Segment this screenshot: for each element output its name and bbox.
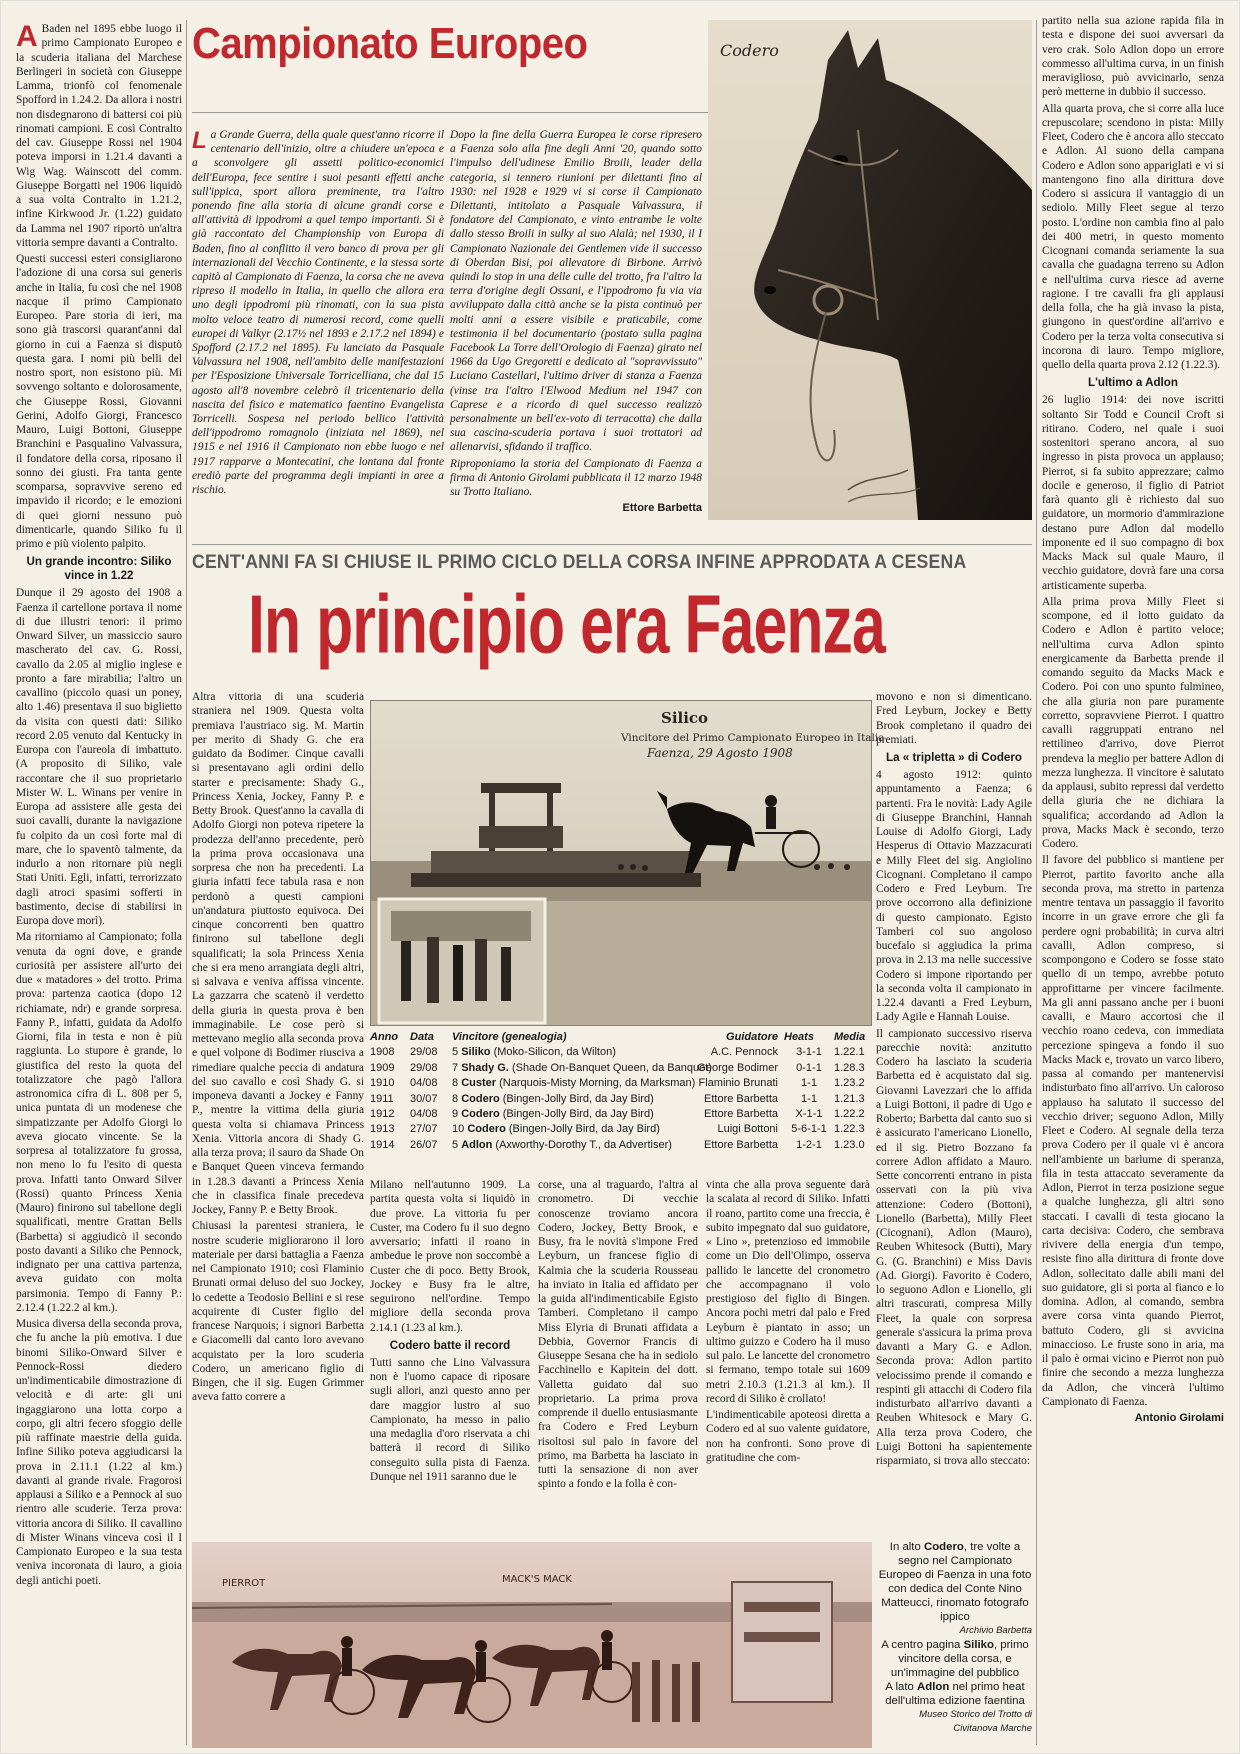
cell-date: 27/07 (410, 1123, 438, 1136)
left-column (16, 22, 182, 1750)
top-horse-photo (708, 20, 1032, 520)
intro-b-p2: Riproponiamo la storia del Campionato di Faenza a firma di Antonio Girolami pubblicata il 12 marzo 1948 su Trotto Italiano. (450, 457, 702, 499)
cell-driver: George Bodimer (697, 1061, 778, 1074)
b3-text: vinta che alla prova seguente darà la scalata al record di Siliko. Infatti il roano, partito come una freccia, è subito impegnato dal suo guidatore, « Lino », pretenzioso ed immobile come un Dio dell'Olimpo, osserva pallido le lancette del cronometro che accompagnano il volo prestigioso del figlio di Bingen. Ancora pochi metri dal palo e Fred Leyburn è piantato in asso; un ultimo guizzo e Codero ha il muso sul palo. Le lancette del cronometro si fermano, tempo totale sui 1609 metri 2.10.3 (1.21.3 al km.). Il record di Siliko è crollato! (706, 1179, 870, 1405)
cell-date: 04/08 (410, 1077, 438, 1090)
far-right-column (1042, 14, 1224, 1750)
cell-year: 1910 (370, 1077, 395, 1090)
winner-name: Codero (461, 1108, 500, 1121)
winner-genealogy: (Bingen-Jolly Bird, da Jay Bird) (502, 1108, 654, 1121)
label-pierrot: PIERROT (222, 1578, 266, 1589)
rm-subheading: La « tripletta » di Codero (886, 751, 1022, 764)
cell-winner (452, 1092, 664, 1107)
cell-winner (452, 1061, 712, 1076)
table-row (370, 1076, 870, 1091)
ml-text: Altra vittoria di una scuderia straniera nel 1909. Questa volta premiava l'austriaco sig. M. Martin per merito di Shady G. che era guidato da Bodimer. Cinque cavalli si presentavano agli ordini dello starter e precisamente: Shady G., Princess Xenia, Jockey, Fanny P. e Betty Brook. Quest'anno la cavalla di Adolfo Giorgi non poteva ripetere la prodezza dell'anno precedente, però la prima prova occasionava una sorpresa che non ha precedenti. La giuria infatti fece tabula rasa e non perdonò a questi campioni un'andatura piuttosto equivoca. Dei cinque concorrenti ben quattro finirono sul tabellone degli squalificati; la sola Princess Xenia che si era meno arrangiata degli altri, si salvava e veniva affissa vincente. La gazzarra che scatenò il verdetto della giuria in questa prova è ben immaginabile. Le cose però si mettevano meglio alla seconda prova e quel volpone di Bodimer riusciva a rimediare qualche peccia di andatura del suo cavallo e così Shady G. si imponeva davanti a Jockey e Fanny P., mentre la vittima della giuria questa volta si chiamava Princess Xenia. Vittoria ancora di Shady G. alla terza prova; il sauro da Shade On e Banquet Queen vinceva fermando in 1.28.3 davanti a Princess Xenia che in classifica finale precedeva Jockey, Fanny P. e Betty Brook. (192, 691, 364, 1216)
cell-heats: 1-1 (801, 1092, 817, 1105)
label-macks-mack: MACK'S MACK (502, 1574, 572, 1585)
cell-driver: Ettore Barbetta (704, 1138, 778, 1151)
cell-driver: Luigi Bottoni (717, 1123, 778, 1136)
credit-archivio: Archivio Barbetta (959, 1625, 1032, 1636)
cell-num: 8 (452, 1092, 459, 1105)
photo-captions (878, 1540, 1032, 1752)
left-p3: Dunque il 29 agosto del 1908 a Faenza il cartellone portava il nome di due illustri tenori: il primo Onward Silver, un massiccio sauro mascherato del cav. G. Rossi, cavallo da 2.05 al miglio inglese e pronto a fare mirabilia; l'altro un cavallino (piccolo quasi un poney, alto 1.46) presentava il suo biglietto da visita con questi dati: Siliko record 2.05 venuto dal Kentucky in Europa con l'aureola di imbattuto. (A proposito di Siliko, vale raccontare che il suo proprietario Mister W. L. Winans per venire in Europa ad assistere alle gesta dei suoi cavalli, durante la navigazione fu colpito da un così forte mal di mare, che lo spaventò talmente, da indurlo a non ritornare più negli Stati Uniti. Egli, infatti, terrorizzato dagli atroci spasimi sofferti in bastimento, decise di stabilirsi in Europa dove morì). (16, 587, 182, 927)
cell-year: 1913 (370, 1123, 395, 1136)
cell-year: 1912 (370, 1108, 395, 1121)
rm-text: movono e non si dimenticano. Fred Leyburn, Jockey e Betty Brook completano il quadro dei premiati. (876, 691, 1032, 746)
cell-heats: 1-2-1 (796, 1138, 822, 1151)
table-row (370, 1138, 870, 1153)
cell-date: 29/08 (410, 1061, 438, 1074)
caption-siliko-name: Siliko (963, 1639, 994, 1651)
cell-num: 8 (452, 1077, 459, 1090)
cell-time: 1.22.1 (834, 1046, 865, 1059)
caption-adlon: A lato Adlon nel primo heat dell'ultima edizione faentina (885, 1681, 1025, 1707)
fr-subheading: L'ultimo a Adlon (1088, 376, 1178, 390)
rm-p3: Il campionato successivo riserva parecchie novità: anzitutto Codero ha lasciato la scuderia Barbetta ed è acquistato dal sig. Giovanni Lavezzari che lo affida a Luigi Bottoni, il padre di Ugo e Roberto; Barbetta dal canto suo si è assicurato l'americano Lionello, ed il sig. Pietro Bozzano fa correre Adlon affidato a Mauro. Sette concorrenti entrano in pista osservati con la più viva attenzione: Codero (Bottoni), Lionello (Barbetta), Milly Fleet (Cicognani), Adlon (Mauro), Reuben Whitesock (Butti), Mary G. (G. Branchini) e Miss Davis (Ad. Giorgi). Favorito è Codero, lo seguono Adlon e Lionello, gli altri trascurati, compresa Milly Fleet, la quale con sorpresa generale s'assicura la prima prova davanti a Mary G. e Adlon. Seconda prova: Adlon partito velocissimo prende il comando e respinti gli attacchi di Codero fila indisturbato all'arrivo davanti a Reuben Whitesock e Mary G. Alla terza prova Codero, che Luigi Bottoni ha sapientemente risparmiato, si trova allo steccato: (876, 1027, 1032, 1467)
header-driver: Guidatore (726, 1031, 778, 1043)
winner-genealogy: (Shade On-Banquet Queen, da Banquet) (511, 1061, 712, 1074)
b2-text: corse, una al traguardo, l'altra al cronometro. Di vecchie conoscenze troviamo ancora Codero, Jockey, Betty Brook, e Busy, fra le novità s'impone Fred Leyburn, un francese figlio di Kalmia che la scuderia Rousseau ha inviato in Italia ed affidato per la guida all'indimenticabile Egisto Tamberi. Completano il campo Miss Elyria di Brunati affidata a Debbia, Governor Francis di Giuseppe Sesana che ha in sediolo Facchinello e Kapitein del dott. Valletta guidato dal suo proprietario. La prima prova comprende il duello entusiasmante fra Codero e Fred Leyburn risoltosi sul palo in favore del primo, ma Barbetta ha lasciato in tutti la sensazione di non aver spinto a fondo e la folla è con- (538, 1179, 698, 1491)
cell-year: 1908 (370, 1046, 395, 1059)
winner-name: Codero (461, 1092, 500, 1105)
cell-time: 1.23.2 (834, 1077, 865, 1090)
table-row (370, 1122, 870, 1137)
cell-driver: Ettore Barbetta (704, 1092, 778, 1105)
codero-handwriting: Codero (720, 41, 779, 60)
cell-heats: 1-1 (801, 1077, 817, 1090)
title-rule (192, 112, 712, 113)
left-p2: Questi successi esteri consigliarono l'adozione di una corsa sui generis anche in Italia, fu così che nel 1908 nacque il primo Campionato Europeo. Pare storia di ieri, ma sono già trascorsi quarant'anni dal giorno in cui a Faenza si disputò questa gara. I nomi più belli del nostro sport, non esistono più. Mi sovvengo soltanto e dolorosamente, che Giuseppe Rossi, Giovanni Gerini, Adolfo Giorgi, Francesco Mauro, Luigi Bottoni, Giuseppe Branchini e Pasqualino Valvassura, il fondatore della corsa, riposano il sonno dei giusti. Fra tanta gente scomparsa, sopravvive sereno ed impavido il ricordo; e le emozioni di quei giorni nessuno può dimenticarle, quando Siliko fu il primo e più violento palpito. (16, 253, 182, 550)
cell-time: 1.28.3 (834, 1061, 865, 1074)
bottom-column-2 (538, 1178, 698, 1538)
cell-num: 7 (452, 1061, 459, 1074)
winner-genealogy: (Bingen-Jolly Bird, da Jay Bird) (502, 1092, 654, 1105)
winner-genealogy: (Bingen-Jolly Bird, da Jay Bird) (508, 1123, 660, 1136)
fr-p3: 26 luglio 1914: dei nove iscritti soltanto Sir Todd e Council Croft si ritirano. Codero, nel quale i suoi sostenitori sperano ancora, al suo ingresso in pista provoca un applauso; Pierrot, si fa subito apprezzare; calmo docile e generoso, il figlio di Patriot farà quanto gli è richiesto dal suo guidatore, un mormorio d'ammirazione destano pure Adlon dal modello imponente ed il suo compagno di box Macks Mack sul quale Mauro, il vecchio guidatore, dovrà fare una corsa artisticamente superba. (1042, 394, 1224, 592)
horse-head-image (708, 20, 1032, 520)
caption-codero-name: Codero (923, 1541, 964, 1553)
photo-subtitle: Vincitore del Primo Campionato Europeo in Italia (621, 732, 885, 744)
cell-time: 1.23.0 (834, 1138, 865, 1151)
b1-subheading: Codero batte il record (389, 1338, 511, 1352)
winner-name: Custer (461, 1077, 497, 1090)
header-winner: Vincitore (genealogia) (452, 1031, 567, 1043)
cell-winner (452, 1138, 672, 1153)
credit-museo: Museo Storico del Trotto di Civitanova Marche (919, 1709, 1032, 1734)
left-subheading: Un grande incontro: Siliko vince in 1.22 (26, 555, 172, 583)
cell-num: 5 (452, 1138, 459, 1151)
column-rule (1036, 20, 1037, 1745)
cell-year: 1914 (370, 1138, 395, 1151)
fr-text: partito nella sua azione rapida fila in testa e dispone dei suoi avversari da vero crak. Solo Adlon dopo un errore commesso all'ultima curva, in un finish meraviglioso, può avvicinarlo, senza però metterne in dubbio il successo. (1042, 15, 1224, 99)
cell-year: 1909 (370, 1061, 395, 1074)
table-row (370, 1107, 870, 1122)
winner-genealogy: (Narquois-Misty Morning, da Marksman) (499, 1077, 696, 1090)
bottom-column-1 (370, 1178, 530, 1538)
winner-genealogy: (Moko-Silicon, da Wilton) (493, 1046, 616, 1059)
cell-date: 30/07 (410, 1092, 438, 1105)
cell-driver: A.C. Pennock (710, 1046, 778, 1059)
header-date: Data (410, 1031, 434, 1043)
signature-barbetta: Ettore Barbetta (622, 502, 702, 515)
cell-date: 26/07 (410, 1138, 438, 1151)
winner-name: Siliko (461, 1046, 491, 1059)
headline: In principio era Faenza (248, 577, 885, 670)
results-table (370, 1030, 870, 1153)
intro-a-text: a Grande Guerra, della quale quest'anno ricorre il centenario dell'inizio, oltre a chiudere un'epoca e a sconvolgere gli assetti politico-economici dell'Europa, fece sentire i suoi pesanti effetti anche sull'ippica, sport allora preminente, tra l'altro ponendo fine alla storia di alcune grandi corse e all'attività di ippodromi a quel tempo importanti. Si è già raccontato del Championship von Europa di Baden, fino al conflitto il vero banco di prova per gli internazionali del Vecchio Continente, e la stessa sorte capitò al Campionato di Faenza, la corsa che ne aveva ripreso il modello in Italia, in quello che allora era uno degli ippodromi più rinomati, con la sua pista molto veloce teatro di numerosi record, come quelli europei di Valkyr (2.17½ nel 1893 e 2.17.2 nel 1894) e Spofford (2.17.2 nel 1895). Fu lanciato da Pasquale Valvassura nel 1908, nell'ambito delle manifestazioni per l'Esposizione Universale Torricelliana, che dal 15 agosto all'8 novembre celebrò il tricentenario della nascita del fisico e matematico faentino Evangelista Torricelli. Sospesa nel periodo bellico l'attività dell'ippodromo romagnolo (iniziata nel 1869), nel 1915 e nel 1916 il Campionato non ebbe luogo e nel 1917 rapparve a Montecatini, che lontana dal fronte erediò parte del programma degli impianti in aree a rischio. (192, 129, 444, 497)
winner-name: Shady G. (461, 1061, 509, 1074)
cell-year: 1911 (370, 1092, 394, 1105)
cell-heats: 5-6-1-1 (791, 1123, 827, 1136)
race-finish-image (371, 701, 885, 1025)
cell-date: 04/08 (410, 1108, 438, 1121)
cell-winner (452, 1122, 664, 1137)
cell-heats: X-1-1 (795, 1108, 823, 1121)
cell-num: 9 (452, 1108, 459, 1121)
cell-winner (452, 1107, 664, 1122)
table-row (370, 1092, 870, 1107)
cell-heats: 3-1-1 (796, 1046, 822, 1059)
header-heats: Heats (784, 1031, 814, 1043)
bottom-race-photo (192, 1542, 872, 1748)
cell-driver: Flaminio Brunati (698, 1077, 778, 1090)
caption-adlon-name: Adlon (917, 1681, 950, 1693)
header-year: Anno (370, 1031, 399, 1043)
intro-drop-cap: L (192, 127, 207, 154)
photo-title: Silico (661, 709, 709, 727)
header-media: Media (834, 1031, 866, 1043)
section-title: Campionato Europeo (192, 20, 588, 68)
table-body (370, 1045, 870, 1153)
cell-time: 1.22.2 (834, 1108, 865, 1121)
cell-driver: Ettore Barbetta (704, 1108, 778, 1121)
caption-codero: In alto Codero, tre volte a segno nel Campionato Europeo di Faenza in una foto con dedica del Conte Nino Matteucci, rinomato fotografo ippico (878, 1541, 1032, 1623)
b1-p2: Tutti sanno che Lino Valvassura non è l'uomo capace di riposare sugli allori, anzi questo anno per dare maggior lustro al suo Campionato, ha messo in palio una medaglia d'oro riservata a chi batterà il record di Siliko conseguito sulla pista di Faenza. Dunque nel 1911 saranno due le (370, 1356, 530, 1483)
cell-num: 10 (452, 1123, 465, 1136)
rm-p2: 4 agosto 1912: quinto appuntamento a Faenza; 6 partenti. Fra le novità: Lady Agile di Giuseppe Branchini, Hannah Louise di Adolfo Giorgi, Lady Hesperus di Ottavio Mazzacurati e Milly Fleet del sig. Angiolino Cicognani. Completano il campo Codero e Fred Leyburn. Tre prove occorrono alla definizione di questo campionato. Egisto Tamberi col suo angoloso bucefalo si aggiudica la prima prova in 2.13 ma nelle successive Codero si impone riportando per la seconda volta il campionato in 1.22.4 davanti a Fred Leyburn, Lady Agile e Hannah Louise. (876, 769, 1032, 1024)
b3-p2: L'indimenticabile apoteosi diretta a Codero ed al suo valente guidatore, non ha confronti. Sono prove di gratitudine che com- (706, 1409, 870, 1464)
cell-num: 5 (452, 1046, 459, 1059)
right-mid-column (876, 690, 1032, 1490)
cell-time: 1.22.3 (834, 1123, 865, 1136)
intro-column-b (450, 128, 702, 538)
fr-p5: Il favore del pubblico si mantiene per Pierrot, partito favorito anche alla seconda prova, ma stretto in partenza mentre tentava un passaggio il favorito incorre in un grave errore che gli fa perdere ogni probabilità; in curva altri cavalli, Adlon compreso, si scompongono e Codero se fosse stato quello di un tempo, avrebbe potuto approfittarne per vincere facilmente. Ma gli anni passano anche per i buoni cavalli, e Mauro accortosi che il vecchio roano cedeva, con immediata percezione spingeva a fondo il suo Macks Mack e, trovato un varco libero, passa al comando per mantenervisi indisturbato fino all'arrivo. Un caloroso applauso ha salutato il successo del vecchio driver; seguono Adlon, Milly Fleet e Codero. Al segnale della terza prova Codero per il quale vi è ancora nell'ambiente un barlume di speranza, fila in testa attaccato severamente da Adlon, Pierrot in terza posizione segue a qualche lunghezza, gli altri sono staccati. I cavalli di testa giocano la carta decisiva: Codero, che sembrava rivivere della energia d'un tempo, resiste fino alla dirittura di fronte dove Adlon, sollecitato dalle abili mani del suo guidatore, gli si porta al fianco e lo domina. Adlon, al comando, sembra avere corsa vinta quando Pierrot, battuto Codero, gli si avvicina minaccioso. Le fruste sono in aria, ma il palo è ormai vicino e Pierrot non può finire che secondo a mezza lunghezza da Adlon, che vincerà l'ultimo Campionato di Faenza. (1042, 854, 1224, 1408)
caption-siliko: A centro pagina Siliko, primo vincitore della corsa, e un'immagine del pubblico (881, 1639, 1029, 1679)
intro-column-a (192, 128, 444, 538)
race-photo (370, 700, 885, 1026)
table-row (370, 1045, 870, 1060)
kicker: CENT'ANNI FA SI CHIUSE IL PRIMO CICLO DELLA CORSA INFINE APPRODATA A CESENA (192, 552, 967, 573)
left-p5: Musica diversa della seconda prova, che fu anche la più emotiva. I due binomi Siliko-Onward Silver e Pennock-Rossi diedero un'indimenticabile dimostrazione di velocità e di arte: gli uni ingaggiarono una lotta corpo a corpo, gli altri fecero sfoggio delle più raffinate maestrie della guida. Infine Siliko poteva aggiudicarsi la prova in 2.11.1 (1.22 al km.) davanti al grande rivale. Fragorosi applausi a Siliko e a Pennock al suo rientro alle scuderie. Terza prova: vittoria ancora di Siliko. Il cavallino di Mister Winans vinceva così il I Campionato Europeo e la sua testa veniva incoronata di lauro, a gioia degli antichi poeti. (16, 1318, 182, 1587)
winner-name: Codero (467, 1123, 506, 1136)
signature-girolami: Antonio Girolami (1134, 1412, 1224, 1424)
photo-place-date: Faenza, 29 Agosto 1908 (647, 746, 793, 760)
cell-winner (452, 1045, 664, 1060)
b1-text: Milano nell'autunno 1909. La partita questa volta si liquidò in due prove. La vittoria fu per Custer, ma Codero fu il suo degno avversario; infatti il roano in ambedue le prove non soccombè a Custer che di poco. Betty Brook, Jockey e Busy fra le altre, seguirono nell'ordine. Tempo migliore della seconda prova 2.14.1 (1.23 al km.). (370, 1179, 530, 1334)
adlon-heat-image (192, 1542, 872, 1748)
intro-b-text: Dopo la fine della Guerra Europea le corse ripresero a Faenza solo alla fine degli Anni '20, quando sotto l'impulso dell'udinese Emilio Broili, leader della categoria, si tennero riunioni per dilettanti fino al 1930: nel 1928 e 1929 vi si corse il Campionato Dilettanti, intitolato a Pasquale Valvassura, il fondatore del Campionato, e vinto entrambe le volte dallo stesso Broili in sulky al suo Alalà; nel 1930, il I Campionato Nazionale dei Gentlemen vide il successo di Oberdan Bisi, poi allevatore di Birbone. Arrivò quindi lo stop in una delle culle del trotto, fra l'altro la terra d'origine degli Ossani, e l'ippodromo fu via via avviluppato dalla città anche se la pista continuò per molti anni a essere visibile e praticabile, come testimonia il bel documentario (postato sulla pagina Facebook La Torre dell'Orologio di Faenza) girato nel 1966 da Ugo Gregoretti e dedicato al "sopravvissuto" Luciano Castellari, l'ultimo driver di stanza a Faenza (vinse tra l'altro l'Elwood Medium nel 1947 con Caprese e a ricordo di quel successo realizzò personalmente un bell'ex-voto di terracotta) che dalla sua cascina-scuderia portava i suoi trottatori ad allenarvisi, sfidando il traffico. (450, 129, 702, 454)
headline-rule (192, 544, 1032, 545)
cell-date: 29/08 (410, 1046, 438, 1059)
winner-name: Adlon (461, 1138, 493, 1151)
table-header (370, 1030, 870, 1045)
fr-p2: Alla quarta prova, che si corre alla luce crepuscolare; scendono in pista: Milly Fleet, Codero che è ancora allo steccato e Adlon. Al suono della campana Codero e Adlon sono appariglati e vi si mantengono fino alla dirittura dove Codero si assicura il vantaggio di un sediolo. Milly Fleet segue al terzo posto. L'ordine non cambia fino al palo dei 400 metri, in questo momento Cicognani comanda seriamente la sua cavalla che guadagna terreno su Adlon e nell'ultima curva riesce ad averne ragione. I tre cavalli fra gli applausi della folla, che ha già invaso la pista, giungono in quest'ordine all'arrivo e Codero per la terza volta consecutiva si incorona di lauro. Tempo migliore, quello della quarta prova 2.12 (1.22.3). (1042, 102, 1224, 371)
cell-time: 1.21.3 (834, 1092, 865, 1105)
bottom-column-3 (706, 1178, 870, 1538)
left-intro: Baden nel 1895 ebbe luogo il primo Campionato Europeo e la scuderia italiana del Marchese Berlingeri in società con Giuseppe Lamma, trionfò col fenomenale Spofford in 1.24.2. Da allora i nostri non disdegnarono di battersi coi più rinomati campioni. E così Contralto del cav. Giuseppe Rossi nel 1904 poteva imporsi in 1.21.4 davanti a Wig Wag. Wainscott del comm. Giuseppe Borgatti nel 1906 liquidò a sua volta Contralto in 1.21.2, infine Kirkwood Jr. (1.22) guidato da Lamma nel 1907 riportò un'altra vittoria sempre davanti a Contralto. (16, 23, 182, 249)
ml-p2: Chiusasi la parentesi straniera, le nostre scuderie migliorarono il loro materiale per darsi battaglia a Faenza nel Campionato 1910; così Flaminio Brunati ormai deluso del suo Jockey, lo cedette a Teodosio Bellini e si rese acquirente di Custer figlio del francese Narquois; i signori Barbetta e Giacomelli dal canto loro avevano acquistato per la loro scuderia Codero, un americano figlio di Bingen, che il sig. Eugen Grimmer aveva fatto correre a (192, 1220, 364, 1404)
column-rule (186, 20, 187, 1745)
table-row (370, 1061, 870, 1076)
fr-p4: Alla prima prova Milly Fleet si scompone, ed il lotto guidato da Codero e Adlon è partito veloce; nell'ultima curva Adlon spinto energicamente da Barbetta prende il comando seguito da Macks Mack e Codero. Poi con uno spunto fulmineo, che alla giuria non pare puramente corretto, sopravviene Pierrot. I quattro cavalli raggruppati entrano nel rettilineo d'arrivo, dove Pierrot prendeva la meglio per battere Adlon di mezza lunghezza. Il vincitore è salutato da applausi, subito repressi dal verdetto della giuria che ne dichiara la squalifica; accordando ad Adlon la prova, Macks Mack è secondo, terzo Codero. (1042, 595, 1224, 850)
cell-winner (452, 1076, 696, 1091)
cell-heats: 0-1-1 (796, 1061, 822, 1074)
drop-cap: A (16, 20, 38, 53)
winner-genealogy: (Axworthy-Dorothy T., da Advertiser) (495, 1138, 672, 1151)
left-p4: Ma ritorniamo al Campionato; folla venuta da ogni dove, e grande curiosità per assistere all'urto dei due « matadores » del trotto. Prima prova: partenza caotica (dopo 12 richiamate, ndr) e grande sorpresa. Fanny P., infatti, guidata da Adolfo Giorni, fila in testa e non è più raggiunta. Lo stupore è grande, lo giustifica del resto la quota del totalizzatore che pagò l'allora astronomica cifra di L. 808 per 5, unica puntata di un modenese che simpatizzante per Adolfo Giorgi lo aveva giocato vincente. Se la sorpresa al totalizzatore fu grossa, non meno lo fu l'esito di questa prova. Infatti tanto Onward Silver (Rossi) quanto Princess Xenia (Mauro) finirono sul tabellone degli squalificati, mentre Grattan Bells (Barbetta) si aggiudicò il secondo posto davanti a Siliko che Pennock, indignato per una cattiva partenza, aveva guidato con molta parsimonia. Tempo di Fanny P.: 2.12.4 (1.22.2 al km.). (16, 931, 182, 1314)
mid-left-column (192, 690, 364, 1470)
